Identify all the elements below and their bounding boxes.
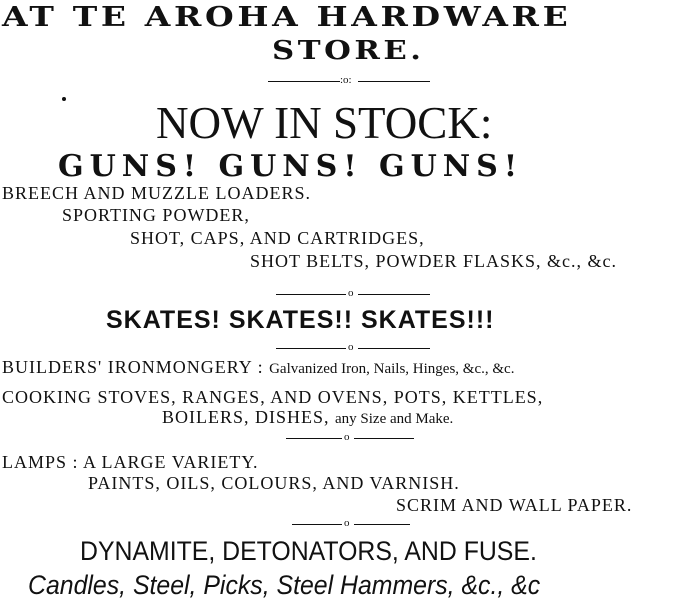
lamps-item: PAINTS, OILS, COLOURS, AND VARNISH. (88, 473, 460, 493)
guns-title: GUNS! GUNS! GUNS! (58, 149, 524, 184)
guns-item: BREECH AND MUZZLE LOADERS. (2, 183, 311, 203)
lamps-item: SCRIM AND WALL PAPER. (396, 495, 633, 515)
divider-rule (358, 294, 430, 295)
divider-rule (268, 81, 340, 82)
header-line-1: AT TE AROHA HARDWARE (2, 2, 572, 33)
divider-ornament: o (348, 341, 354, 353)
dynamite-line: DYNAMITE, DETONATORS, AND FUSE. (80, 536, 537, 566)
divider-ornament: o (348, 287, 354, 299)
ironmongery-rest: Galvanized Iron, Nails, Hinges, &c., &c. (269, 361, 515, 377)
stoves-caps: BOILERS, DISHES, (162, 407, 330, 427)
stoves-line-1: COOKING STOVES, RANGES, AND OVENS, POTS, KETTLES, (2, 387, 544, 407)
headline: NOW IN STOCK: (156, 97, 493, 148)
guns-item: SHOT BELTS, POWDER FLASKS, &c., &c. (250, 251, 618, 271)
divider-rule (358, 348, 430, 349)
divider-ornament: o (344, 517, 350, 529)
stoves-line-2 (162, 408, 453, 427)
skates-line: SKATES! SKATES!! SKATES!!! (106, 306, 495, 334)
guns-item: SHOT, CAPS, AND CARTRIDGES, (130, 228, 425, 248)
divider-ornament: o (344, 431, 350, 443)
lamps-item: LAMPS : A LARGE VARIETY. (2, 452, 259, 472)
ironmongery-line (2, 358, 514, 377)
divider-rule (358, 81, 430, 82)
ink-speck (62, 97, 66, 101)
stoves-rest: any Size and Make. (335, 411, 454, 427)
guns-item: SPORTING POWDER, (62, 205, 250, 225)
divider-rule (354, 438, 414, 439)
divider-rule (354, 524, 410, 525)
divider-ornament: :o: (340, 74, 352, 86)
candles-line: Candles, Steel, Picks, Steel Hammers, &c., &c (28, 570, 541, 600)
divider-rule (292, 524, 342, 525)
divider-rule (276, 294, 346, 295)
divider-rule (276, 348, 346, 349)
ironmongery-caps: BUILDERS' IRONMONGERY : (2, 357, 264, 377)
header-line-2: STORE. (272, 36, 425, 66)
divider-rule (286, 438, 342, 439)
